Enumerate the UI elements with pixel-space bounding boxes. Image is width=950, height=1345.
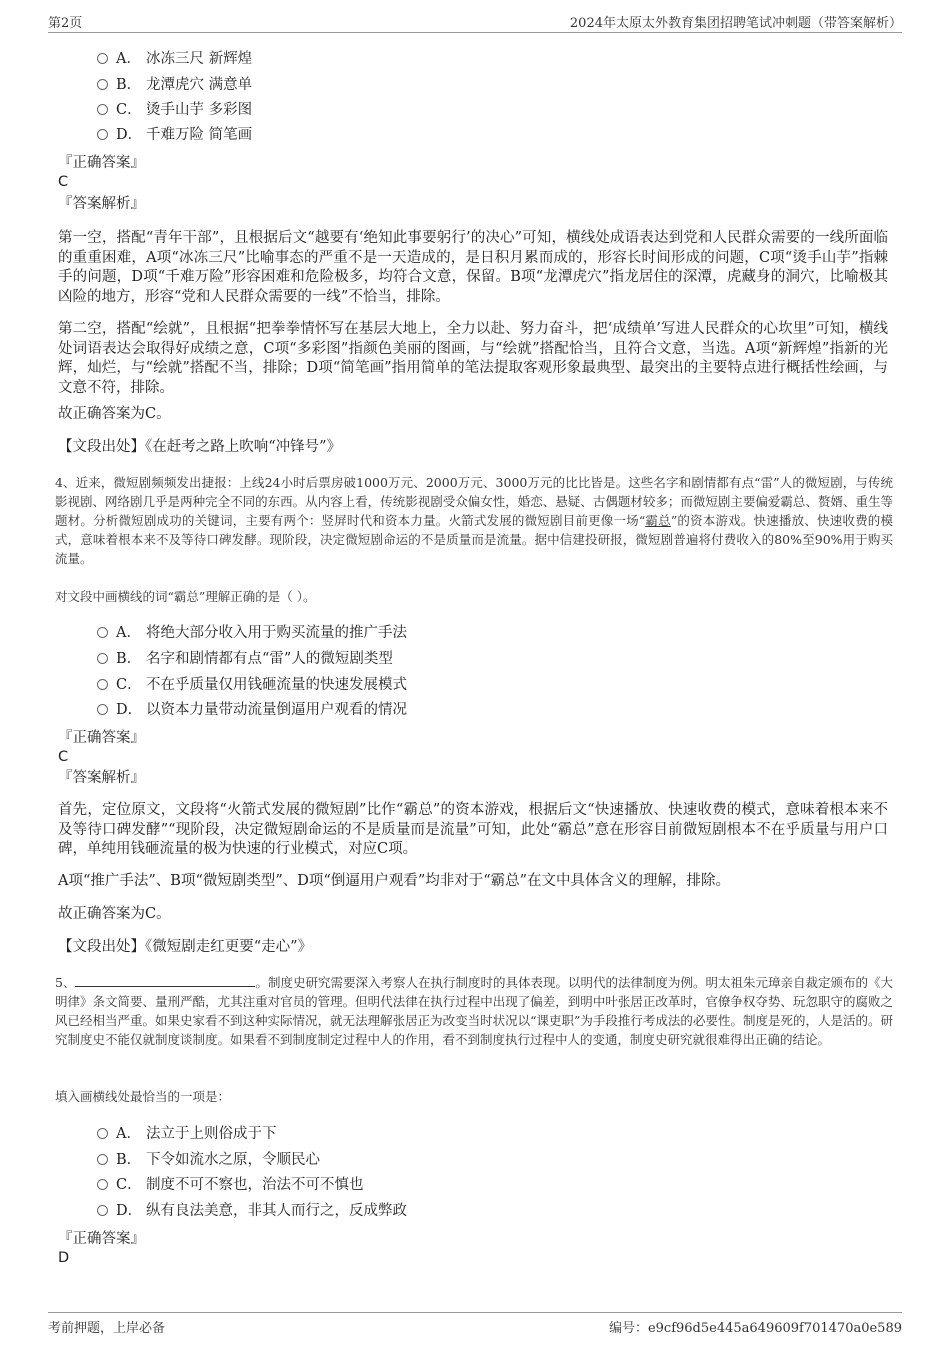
q4-conclusion: 故正确答案为C。 bbox=[58, 906, 171, 922]
radio-icon[interactable] bbox=[97, 53, 108, 64]
radio-icon[interactable] bbox=[97, 1154, 108, 1165]
q3-option-b[interactable]: B． 龙潭虎穴 满意单 bbox=[97, 75, 252, 95]
underlined-term: 霸总 bbox=[645, 513, 671, 528]
q5-answer: D bbox=[58, 1250, 70, 1266]
q4-source: 【文段出处】《微短剧走红更要“走心”》 bbox=[58, 939, 313, 955]
page-number: 第2页 bbox=[48, 16, 83, 31]
radio-icon[interactable] bbox=[97, 79, 108, 90]
q4-option-a[interactable]: A． 将绝大部分收入用于购买流量的推广手法 bbox=[97, 623, 407, 643]
footer-slogan: 考前押题，上岸必备 bbox=[48, 1321, 166, 1336]
radio-icon[interactable] bbox=[97, 129, 108, 140]
q5-option-d[interactable]: D． 纵有良法美意，非其人而行之，反成弊政 bbox=[97, 1201, 407, 1221]
fill-blank bbox=[75, 974, 255, 987]
q5-option-b[interactable]: B． 下令如流水之原，令顺民心 bbox=[97, 1150, 320, 1170]
q4-option-b[interactable]: B． 名字和剧情都有点“雷”人的微短剧类型 bbox=[97, 649, 393, 669]
radio-icon[interactable] bbox=[97, 704, 108, 715]
q4-option-c[interactable]: C． 不在乎质量仅用钱砸流量的快速发展模式 bbox=[97, 675, 407, 695]
q4-question: 对文段中画横线的词“霸总”理解正确的是（ ）。 bbox=[55, 589, 316, 604]
document-id: 编号：e9cf96d5e445a649609f701470a0e589 bbox=[608, 1321, 902, 1336]
q4-analysis-p1: 首先，定位原文，文段将“火箭式发展的微短剧”比作“霸总”的资本游戏，根据后文“快速播放、快速收费的模式，意味着根本来不及等待口碑发酵”“现阶段，决定微短剧命运的不是质量而是流量”可知，此处“霸总”意在形容目前微短剧根本不在乎质量与用户口碑，单纯用钱砸流量的极为快速的行业模式，对应C项。 bbox=[58, 802, 888, 857]
radio-icon[interactable] bbox=[97, 1179, 108, 1190]
q4-analysis-p2: A项“推广手法”、B项“微短剧类型”、D项“倒逼用户观看”均非对于“霸总”在文中具体含义的理解，排除。 bbox=[58, 873, 731, 889]
q3-answer-label: 『正确答案』 bbox=[58, 155, 145, 171]
q5-passage: 5、 。制度史研究需要深入考察人在执行制度时的具体表现。以明代的法律制度为例。明太祖朱元璋亲自裁定颁布的《大明律》条文简要、量刑严酷，尤其注重对官员的管理。但明代法律在执行过程中出现了偏差，到明中叶张居正改革时，官僚争权夺势、玩忽职守的腐败之风已经相当严重。如果史家看不到这种实际情况，就无法理解张居正为改变当时状况以“课吏职”为手段推行考成法的必要性。制度是死的，人是活的。研究制度史不能仅就制度谈制度。如果看不到制度制定过程中人的作用，看不到制度执行过程中人的变通，制度史研究就很难得出正确的结论。 bbox=[55, 975, 894, 1047]
q4-option-d[interactable]: D． 以资本力量带动流量倒逼用户观看的情况 bbox=[97, 700, 407, 720]
q4-answer-label: 『正确答案』 bbox=[58, 730, 145, 746]
q3-source: 【文段出处】《在赶考之路上吹响“冲锋号”》 bbox=[58, 439, 342, 455]
q3-analysis-p2: 第二空，搭配“绘就”，且根据“把拳拳情怀写在基层大地上，全力以赴、努力奋斗，把‘成绩单’写进人民群众的心坎里”可知，横线处词语表达会取得好成绩之意，C项“多彩图”指颜色美丽的图画，与“绘就”搭配恰当，且符合文意，当选。A项“新辉煌”指新的光辉，灿烂，与“绘就”搭配不当，排除；D项“简笔画”指用简单的笔法提取客观形象最典型、最突出的主要特点进行概括性绘画，与文意不符，排除。 bbox=[58, 321, 888, 396]
q5-option-c[interactable]: C． 制度不可不察也，治法不可不慎也 bbox=[97, 1175, 364, 1195]
q4-passage: 4、近来，微短剧频频发出捷报：上线24小时后票房破1000万元、2000万元、3000万元的比比皆是。这些名字和剧情都有点“雷”人的微短剧，与传统影视剧、网络剧几乎是两种完全不同的东西。从内容上看，传统影视剧受众偏女性，婚恋、悬疑、古偶题材较多；而微短剧主要偏爱霸总、赘婿、重生等题材。分析微短剧成功的关键词，主要有两个：竖屏时代和资本力量。火箭式发展的微短剧目前更像一场“霸总”的资本游戏。快速播放、快速收费的模式，意味着根本来不及等待口碑发酵。现阶段，决定微短剧命运的不是质量而是流量。据中信建投研报，微短剧普遍将付费收入的80%至90%用于购买流量。 bbox=[55, 475, 893, 566]
radio-icon[interactable] bbox=[97, 679, 108, 690]
q3-conclusion: 故正确答案为C。 bbox=[58, 406, 171, 422]
q3-option-c[interactable]: C． 烫手山芋 多彩图 bbox=[97, 100, 252, 120]
q5-option-a[interactable]: A． 法立于上则俗成于下 bbox=[97, 1124, 277, 1144]
q3-analysis-p1: 第一空，搭配“青年干部”，且根据后文“越要有‘绝知此事要躬行’的决心”可知，横线处成语表达到党和人民群众需要的一线所面临的重重困难，A项“冰冻三尺”比喻事态的严重不是一天造成的，是日积月累而成的，形容长时间形成的问题，C项“烫手山芋”指棘手的问题，D项“千难万险”形容困难和危险极多，均符合文意，保留。B项“龙潭虎穴”指龙居住的深潭，虎藏身的洞穴，比喻极其凶险的地方，形容“党和人民群众需要的一线”不恰当，排除。 bbox=[58, 230, 888, 305]
q4-answer: C bbox=[58, 749, 69, 765]
q5-question: 填入画横线处最恰当的一项是： bbox=[55, 1089, 231, 1104]
radio-icon[interactable] bbox=[97, 653, 108, 664]
radio-icon[interactable] bbox=[97, 104, 108, 115]
q3-option-a[interactable]: A． 冰冻三尺 新辉煌 bbox=[97, 49, 252, 69]
page-header bbox=[48, 12, 902, 33]
q3-analysis-label: 『答案解析』 bbox=[58, 196, 145, 212]
q3-answer: C bbox=[58, 174, 69, 190]
radio-icon[interactable] bbox=[97, 627, 108, 638]
radio-icon[interactable] bbox=[97, 1205, 108, 1216]
q5-answer-label: 『正确答案』 bbox=[58, 1231, 145, 1247]
page-footer bbox=[48, 1312, 902, 1335]
q3-option-d[interactable]: D． 千难万险 简笔画 bbox=[97, 125, 252, 145]
document-title: 2024年太原太外教育集团招聘笔试冲刺题（带答案解析） bbox=[569, 16, 902, 31]
radio-icon[interactable] bbox=[97, 1128, 108, 1139]
q4-analysis-label: 『答案解析』 bbox=[58, 770, 145, 786]
